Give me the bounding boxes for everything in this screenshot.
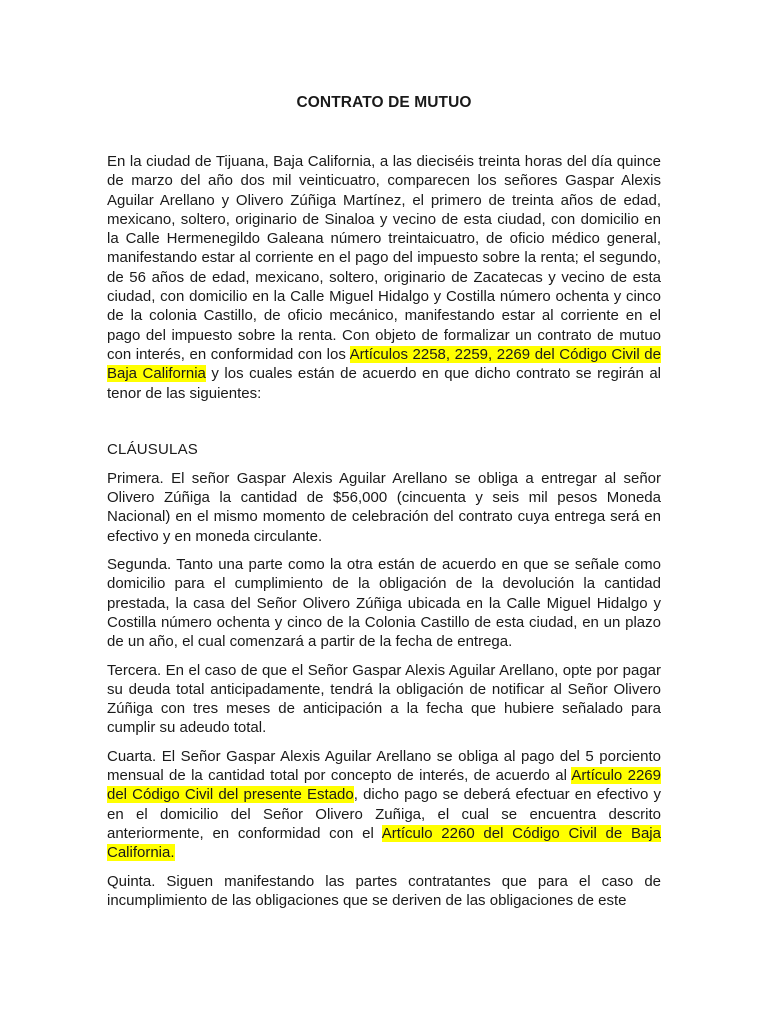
- document-page: [107, 0, 661, 1024]
- document-body: [107, 152, 661, 919]
- clause-cuarta-part1: Cuarta. El Señor Gaspar Alexis Aguilar Arellano se obliga al pago del 5 porciento mensual de la cantidad total por concepto de interés, de acuerdo al: [107, 747, 661, 785]
- clauses-heading: CLÁUSULAS: [107, 440, 199, 458]
- intro-text-before: En la ciudad de Tijuana, Baja California, a las dieciséis treinta horas del día quince de marzo del año dos mil veinticuatro, comparecen los señores Gaspar Alexis Aguilar Arellano y Olivero Zúñiga Martínez, el primero de treinta años de edad, mexicano, soltero, originario de Sinaloa y vecino de esta ciudad, con domicilio en la Calle Hermenegildo Galeana número treintaicuatro, de oficio médico general, manifestando estar al corriente en el pago del impuesto sobre la renta; el segundo, de 56 años de edad, mexicano, soltero, originario de Zacatecas y vecino de esta ciudad, con domicilio en la Calle Miguel Hidalgo y Costilla número ochenta y cinco de la colonia Castillo, de oficio mecánico, manifestando estar al corriente en el pago del impuesto sobre la renta. Con objeto de formalizar un contrato de mutuo con interés, en conformidad con los: [107, 153, 661, 363]
- clause-quinta: Quinta. Siguen manifestando las partes contratantes que para el caso de incumplimiento de las obligaciones que se deriven de las obligaciones de este: [107, 872, 661, 909]
- clause-primera: Primera. El señor Gaspar Alexis Aguilar Arellano se obliga a entregar al señor Olivero Zúñiga la cantidad de $56,000 (cincuenta y seis mil pesos Moneda Nacional) en el mismo momento de celebración del contrato cuya entrega será en efectivo y en moneda circulante.: [107, 469, 661, 545]
- intro-text-after: y los cuales están de acuerdo en que dicho contrato se regirán al tenor de las siguientes:: [107, 365, 661, 402]
- clause-cuarta-part2: , dicho pago se deberá efectuar en efectivo y en el domicilio del Señor Olivero Zuñiga, el cual se encuentra descrito anteriormente, en conformidad con el: [107, 786, 661, 842]
- clause-tercera: Tercera. En el caso de que el Señor Gaspar Alexis Aguilar Arellano, opte por pagar su deuda total anticipadamente, tendrá la obligación de notificar al Señor Olivero Zúñiga con tres meses de anticipación a la fecha que hubiere señalado para cumplir su adeudo total.: [107, 661, 661, 737]
- document-title: CONTRATO DE MUTUO: [296, 94, 472, 111]
- clause-cuarta-highlight-article-2269: Artículo 2269 del Código Civil del presente Estado: [107, 767, 661, 804]
- clause-cuarta: [107, 747, 661, 863]
- intro-highlight-articles: Artículos 2258, 2259, 2269 del Código Civil de Baja California: [107, 345, 661, 383]
- clause-segunda: Segunda. Tanto una parte como la otra están de acuerdo en que se señale como domicilio para el cumplimiento de la obligación de la devolución la cantidad prestada, la casa del Señor Olivero Zúñiga ubicada en la Calle Miguel Hidalgo y Costilla número ochenta y cinco de la Colonia Castillo de esta ciudad, en un plazo de un año, el cual comenzará a partir de la fecha de entrega.: [107, 556, 661, 651]
- clause-cuarta-highlight-article-2260: Artículo 2260 del Código Civil de Baja California.: [107, 824, 661, 862]
- intro-paragraph: [107, 152, 661, 403]
